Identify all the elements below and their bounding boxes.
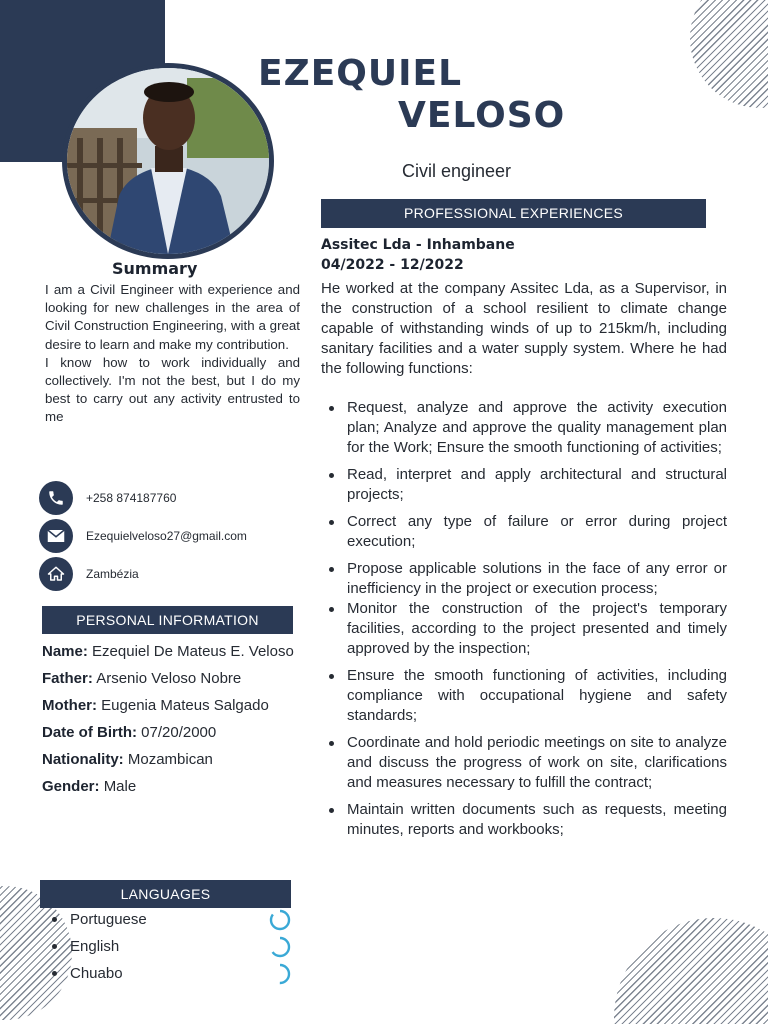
duty-item: Maintain written documents such as requests, meeting minutes, reports and workbooks; (321, 800, 727, 840)
hatched-circle-decoration (690, 0, 768, 108)
languages-header: LANGUAGES (40, 880, 291, 908)
languages-list (52, 906, 147, 987)
duty-item: Request, analyze and approve the activity execution plan; Analyze and approve the quality management plan for the Work; Ensure the smooth functioning of activities; (321, 398, 727, 458)
language-level-ring (269, 963, 291, 985)
location: Zambézia (86, 567, 139, 581)
personal-field-mother: Mother: Eugenia Mateus Salgado (42, 697, 269, 714)
contact-email-row (39, 519, 247, 553)
job-title: Civil engineer (402, 161, 512, 181)
personal-field-gender: Gender: Male (42, 778, 137, 795)
profile-photo (62, 63, 274, 259)
email-address[interactable]: Ezequielveloso27@gmail.com (86, 529, 247, 543)
duty-item: Correct any type of failure or error during project execution; (321, 512, 727, 552)
duty-item: Propose applicable solutions in the face of any error or inefficiency in the project or execution process; (321, 559, 727, 599)
personal-field-name: Name: Ezequiel De Mateus E. Veloso (42, 643, 294, 660)
personal-field-nationality: Nationality: Mozambican (42, 751, 213, 768)
duty-item: Ensure the smooth functioning of activities, including compliance with occupational hygiene and safety standards; (321, 666, 727, 726)
duties-list (321, 398, 727, 847)
mail-icon (39, 519, 73, 553)
experience-header: PROFESSIONAL EXPERIENCES (321, 199, 706, 228)
contact-phone-row (39, 481, 176, 515)
summary-paragraph: I am a Civil Engineer with experience and looking for new challenges in the area of Civil Construction Engineering, with a great desire to learn and make my contribution. (45, 282, 300, 352)
language-level-ring (269, 936, 291, 958)
language-item: Portuguese (52, 906, 147, 933)
company-name: Assitec Lda - Inhambane (321, 237, 515, 253)
personal-field-birth-date: Date of Birth: 07/20/2000 (42, 724, 217, 741)
summary-title: Summary (112, 259, 198, 278)
personal-info-list (42, 638, 304, 800)
contact-location-row (39, 557, 139, 591)
duty-item: Monitor the construction of the project's temporary facilities, according to the project presented and timely approved by the inspection; (321, 599, 727, 659)
employment-period: 04/2022 - 12/2022 (321, 257, 464, 273)
hatched-circle-decoration (614, 918, 768, 1024)
language-item: English (52, 933, 147, 960)
language-level-arc (271, 911, 289, 929)
language-level-arc (271, 965, 289, 983)
personal-field-father: Father: Arsenio Veloso Nobre (42, 670, 242, 687)
first-name: EZEQUIEL (258, 53, 463, 94)
experience-description: He worked at the company Assitec Lda, as a Supervisor, in the construction of a school resilient to climate change capable of withstanding winds of up to 215km/h, including sanitary facilities and a water supply system. Where he had the following functions: (321, 280, 727, 377)
last-name: VELOSO (398, 95, 566, 136)
experience-heading (321, 235, 515, 275)
language-level-ring (269, 909, 291, 931)
language-item: Chuabo (52, 960, 147, 987)
personal-info-header: PERSONAL INFORMATION (42, 606, 293, 634)
duty-item: Read, interpret and apply architectural and structural projects; (321, 465, 727, 505)
summary-paragraph: I know how to work individually and collectively. I'm not the best, but I do my best to carry out any activity entrusted to me (45, 354, 300, 425)
phone-icon (39, 481, 73, 515)
summary-text (45, 281, 300, 427)
phone-number[interactable]: +258 874187760 (86, 491, 177, 505)
duty-item: Coordinate and hold periodic meetings on site to analyze and discuss the progress of work on site, clarifications and measures necessary to fulfill the contract; (321, 733, 727, 793)
language-level-arc (271, 938, 289, 956)
home-icon (39, 557, 73, 591)
